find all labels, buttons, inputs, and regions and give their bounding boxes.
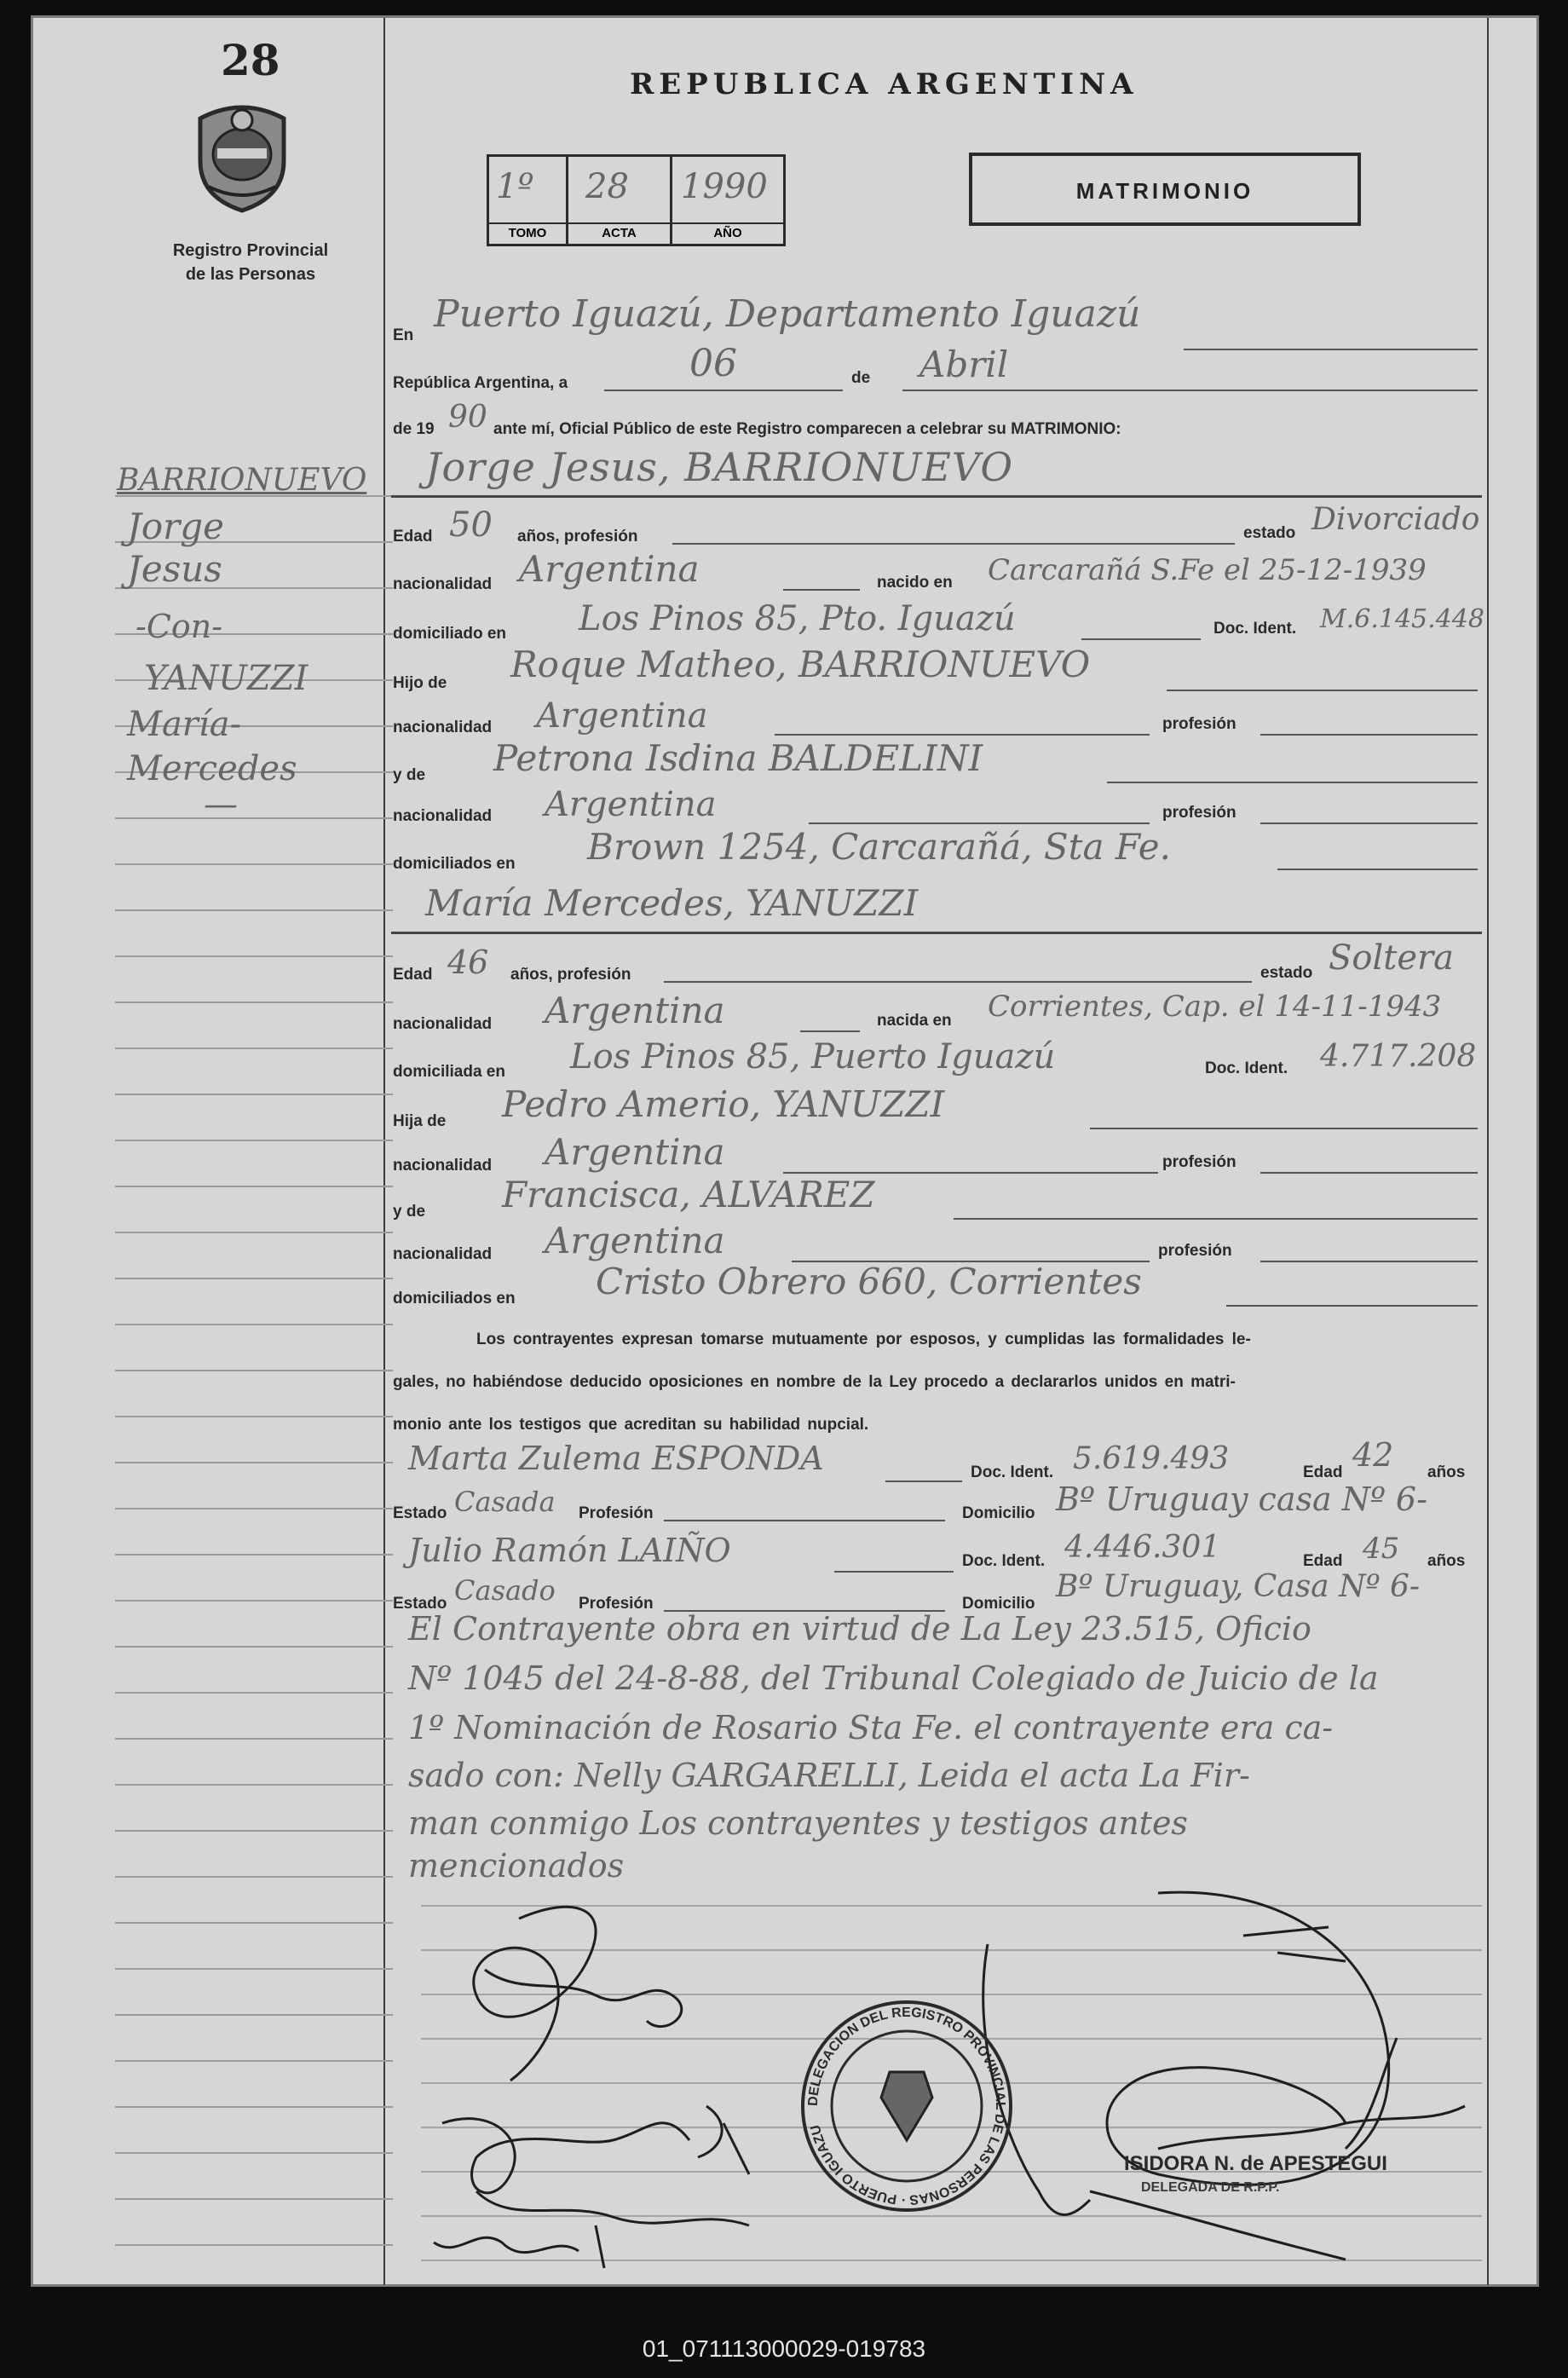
note-line-4: sado con: Nelly GARGARELLI, Leida el acta La Fir- (408, 1757, 1250, 1794)
margin-ruled-line (115, 1370, 393, 1371)
coat-of-arms-icon (192, 101, 292, 214)
intro-text: ante mí, Oficial Público de este Registro comparecen a celebrar su MATRIMONIO: (493, 420, 1121, 438)
margin-ruled-line (115, 1416, 393, 1417)
note-line-3: 1º Nominación de Rosario Sta Fe. el contrayente era ca- (408, 1709, 1334, 1746)
year-prefix: de 19 (393, 420, 435, 438)
margin-ruled-line (115, 1094, 393, 1095)
witness1-doc-label: Doc. Ident. (971, 1463, 1054, 1481)
witness2-estado: Casado (454, 1574, 556, 1607)
groom-padre: Roque Matheo, BARRIONUEVO (510, 644, 1091, 685)
margin-ruled-line (115, 1738, 393, 1740)
margin-ruled-line (115, 955, 393, 957)
margin-ruled-line (115, 817, 393, 819)
witness2-edad: 45 (1363, 1532, 1400, 1566)
bride-doc-label: Doc. Ident. (1205, 1059, 1288, 1077)
margin-ruled-line (115, 1048, 393, 1049)
year-suffix: 90 (448, 400, 487, 435)
bride-nac-label: nacionalidad (393, 1015, 493, 1033)
declaration-line-2: gales, no habiéndose deducido oposiciones en nombre de la Ley procedo a declararlos unidos en matri- (393, 1373, 1236, 1391)
margin-ruled-line (115, 2014, 393, 2016)
margin-name-2: Jorge (127, 505, 224, 547)
margin-ruled-line (115, 1278, 393, 1279)
witness2-estado-label: Estado (393, 1595, 447, 1613)
groom-estado-label: estado (1243, 524, 1296, 542)
witness2-doc: 4.446.301 (1064, 1530, 1221, 1565)
bride-madre-nac-label: nacionalidad (393, 1245, 493, 1263)
witness1-estado: Casada (454, 1486, 556, 1518)
margin-ruled-line (115, 1140, 393, 1141)
bride-edad-label: Edad (393, 966, 433, 984)
acta-value: 28 (585, 167, 629, 206)
margin-ruled-line (115, 2244, 393, 2246)
bride-estado: Soltera (1329, 938, 1454, 978)
bride-madre-prof-label: profesión (1158, 1242, 1232, 1260)
margin-ruled-line (115, 1324, 393, 1325)
day-value: 06 (689, 342, 737, 385)
witness1-estado-label: Estado (393, 1504, 447, 1522)
groom-dom-label: domiciliado en (393, 625, 507, 643)
tomo-label: TOMO (489, 222, 566, 240)
record-type: MATRIMONIO (1075, 178, 1254, 204)
bride-edad: 46 (447, 944, 489, 981)
groom-hijo-label: Hijo de (393, 674, 447, 692)
groom-madre-nac-label: nacionalidad (393, 807, 493, 825)
country-heading: REPUBLICA ARGENTINA (630, 67, 1139, 101)
record-page (31, 15, 1539, 2287)
bride-padre-nac: Argentina (545, 1131, 725, 1173)
place-value: Puerto Iguazú, Departamento Iguazú (434, 292, 1141, 336)
declaration-line-1: Los contrayentes expresan tomarse mutuamente por esposos, y cumplidas las formalidades le- (476, 1330, 1251, 1348)
bride-doc: 4.717.208 (1320, 1039, 1477, 1074)
signatures-drawing (391, 1867, 1490, 2285)
witness1-dom-label: Domicilio (962, 1504, 1035, 1522)
witness2-anos-label: años (1427, 1552, 1466, 1570)
seal-text: DELEGACION DEL REGISTRO PROVINCIAL DE LAS PERSONAS · PUERTO IGUAZU (805, 2005, 1008, 2208)
groom-doc-label: Doc. Ident. (1213, 620, 1297, 638)
margin-name-6: María- (127, 705, 242, 744)
groom-padre-nac: Argentina (536, 696, 708, 736)
officer-stamp-line2: DELEGADA DE R.P.P. (1141, 2180, 1280, 2195)
record-type-box (969, 153, 1361, 226)
bride-domicilio: Los Pinos 85, Puerto Iguazú (570, 1037, 1056, 1076)
ano-value: 1990 (681, 167, 768, 206)
margin-ruled-line (115, 1692, 393, 1694)
bride-madre: Francisca, ALVAREZ (502, 1174, 875, 1215)
note-line-5: man conmigo Los contrayentes y testigos antes (408, 1804, 1188, 1842)
margin-ruled-line (115, 1462, 393, 1463)
tomo-value: 1º (496, 167, 534, 206)
en-label: En (393, 326, 414, 344)
margin-ruled-line (115, 1876, 393, 1878)
ano-box (670, 154, 786, 246)
bride-padres-dom: Cristo Obrero 660, Corrientes (596, 1261, 1142, 1302)
bride-dom-label: domiciliada en (393, 1063, 505, 1081)
note-line-6: mencionados (408, 1847, 625, 1885)
bride-name: María Mercedes, YANUZZI (425, 882, 919, 924)
groom-edad: 50 (449, 505, 493, 545)
margin-ruled-line (115, 1830, 393, 1832)
witness2-domicilio: Bº Uruguay, Casa Nº 6- (1056, 1569, 1421, 1604)
witness2-prof-label: Profesión (579, 1595, 654, 1613)
margin-ruled-line (115, 1232, 393, 1233)
note-line-2: Nº 1045 del 24-8-88, del Tribunal Colegiado de Juicio de la (408, 1659, 1379, 1697)
margin-ruled-line (115, 1922, 393, 1924)
officer-stamp-line1: ISIDORA N. de APESTEGUI (1124, 2152, 1387, 2175)
margin-ruled-line (115, 2106, 393, 2108)
page-number: 28 (221, 35, 280, 85)
tomo-box (487, 154, 568, 246)
margin-name-7: Mercedes (127, 749, 297, 788)
footer-id: 01_071113000029-019783 (642, 2335, 926, 2362)
margin-ruled-line (115, 863, 393, 865)
witness1-domicilio: Bº Uruguay casa Nº 6- (1056, 1480, 1427, 1518)
registry-name-line1: Registro Provincial (172, 241, 329, 260)
groom-padre-prof-label: profesión (1162, 715, 1237, 733)
margin-ruled-line (115, 2152, 393, 2154)
bride-yde-label: y de (393, 1203, 426, 1221)
bride-doms-label: domiciliados en (393, 1290, 516, 1307)
groom-estado: Divorciado (1311, 502, 1480, 537)
groom-nacionalidad: Argentina (519, 548, 700, 590)
month-value: Abril (919, 343, 1009, 385)
margin-ruled-line (115, 1600, 393, 1602)
margin-ruled-line (115, 1554, 393, 1556)
ano-label: AÑO (672, 222, 783, 240)
note-line-1: El Contrayente obra en virtud de La Ley 23.515, Oficio (408, 1610, 1311, 1648)
witness1-anos-label: años (1427, 1463, 1466, 1481)
bride-madre-nac: Argentina (545, 1220, 725, 1261)
bride-padre-prof-label: profesión (1162, 1153, 1237, 1171)
margin-name-4: -Con- (135, 608, 223, 645)
groom-madre-prof-label: profesión (1162, 804, 1237, 822)
bride-nacida-en: Corrientes, Cap. el 14-11-1943 (988, 990, 1442, 1024)
bride-padre: Pedro Amerio, YANUZZI (502, 1083, 945, 1125)
groom-domicilio: Los Pinos 85, Pto. Iguazú (579, 599, 1016, 638)
margin-name-3: Jesus (127, 548, 222, 590)
groom-nacido-en: Carcarañá S.Fe el 25-12-1939 (988, 553, 1427, 587)
groom-madre: Petrona Isdina BALDELINI (493, 737, 983, 779)
margin-name-8: — (204, 785, 238, 824)
bride-nacida-label: nacida en (877, 1012, 952, 1030)
bride-hija-label: Hija de (393, 1112, 447, 1130)
republica-label: República Argentina, a (393, 374, 568, 392)
de-month-label: de (851, 369, 871, 387)
bride-estado-label: estado (1260, 964, 1313, 982)
bride-anos-prof-label: años, profesión (510, 966, 631, 984)
groom-yde-label: y de (393, 766, 426, 784)
margin-ruled-line (115, 1001, 393, 1003)
witness1-doc: 5.619.493 (1073, 1441, 1230, 1476)
witness1-name: Marta Zulema ESPONDA (408, 1440, 824, 1477)
margin-ruled-line (115, 1784, 393, 1786)
column-divider (383, 18, 385, 2285)
acta-label: ACTA (568, 222, 670, 240)
margin-ruled-line (115, 1186, 393, 1187)
declaration-line-3: monio ante los testigos que acreditan su habilidad nupcial. (393, 1416, 869, 1434)
margin-ruled-line (115, 1508, 393, 1509)
witness1-edad: 42 (1352, 1436, 1394, 1474)
bride-padre-nac-label: nacionalidad (393, 1157, 493, 1175)
bride-nacionalidad: Argentina (545, 990, 725, 1031)
groom-nac-label: nacionalidad (393, 575, 493, 593)
registry-name-line2: de las Personas (185, 265, 316, 284)
groom-nacido-label: nacido en (877, 574, 953, 592)
groom-doms-label: domiciliados en (393, 855, 516, 873)
witness2-name: Julio Ramón LAIÑO (408, 1532, 731, 1569)
margin-ruled-line (115, 1968, 393, 1970)
witness2-edad-label: Edad (1303, 1552, 1343, 1570)
margin-ruled-line (115, 909, 393, 911)
groom-edad-label: Edad (393, 528, 433, 545)
margin-ruled-line (115, 2198, 393, 2200)
groom-madre-nac: Argentina (545, 785, 717, 824)
witness1-prof-label: Profesión (579, 1504, 654, 1522)
groom-name: Jorge Jesus, BARRIONUEVO (425, 444, 1014, 490)
margin-ruled-line (115, 1646, 393, 1648)
groom-anos-prof-label: años, profesión (517, 528, 638, 545)
witness2-doc-label: Doc. Ident. (962, 1552, 1046, 1570)
groom-doc: M.6.145.448 (1320, 604, 1484, 634)
margin-ruled-line (115, 2060, 393, 2062)
witness1-edad-label: Edad (1303, 1463, 1343, 1481)
witness2-dom-label: Domicilio (962, 1595, 1035, 1613)
groom-padre-nac-label: nacionalidad (393, 719, 493, 736)
groom-padres-dom: Brown 1254, Carcarañá, Sta Fe. (587, 826, 1171, 868)
acta-box (566, 154, 672, 246)
margin-name-1: BARRIONUEVO (117, 463, 367, 498)
margin-name-5: YANUZZI (144, 659, 308, 698)
